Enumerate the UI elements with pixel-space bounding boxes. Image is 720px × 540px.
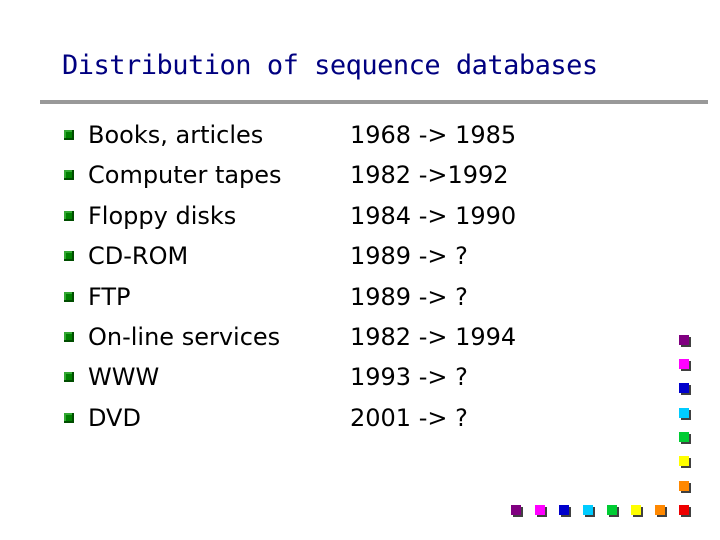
item-label: Computer tapes: [88, 161, 282, 189]
item-dates: 1989 -> ?: [350, 283, 468, 311]
list-item: [0, 400, 720, 440]
bullet-icon: [64, 292, 74, 302]
decor-square: [679, 432, 689, 442]
decor-square: [679, 505, 689, 515]
list-item: [0, 198, 720, 238]
bullet-icon: [64, 332, 74, 342]
decor-square: [655, 505, 665, 515]
item-dates: 1968 -> 1985: [350, 121, 517, 149]
decor-square: [679, 408, 689, 418]
decor-square: [679, 359, 689, 369]
list-item: [0, 319, 720, 359]
decor-square: [679, 383, 689, 393]
slide-title: Distribution of sequence databases: [62, 50, 598, 81]
decor-square: [679, 335, 689, 345]
title-divider: [40, 100, 708, 104]
item-dates: 1984 -> 1990: [350, 202, 517, 230]
decor-square: [679, 456, 689, 466]
list-item: [0, 279, 720, 319]
item-label: Books, articles: [88, 121, 264, 149]
list-item: [0, 359, 720, 399]
item-dates: 1993 -> ?: [350, 363, 468, 391]
decor-square: [607, 505, 617, 515]
bullet-icon: [64, 413, 74, 423]
decor-square: [631, 505, 641, 515]
item-label: WWW: [88, 363, 160, 391]
item-label: Floppy disks: [88, 202, 237, 230]
item-label: DVD: [88, 404, 141, 432]
list-item: [0, 157, 720, 197]
decor-square: [535, 505, 545, 515]
item-dates: 1989 -> ?: [350, 242, 468, 270]
item-dates: 1982 -> 1994: [350, 323, 517, 351]
list-item: [0, 117, 720, 157]
bullet-icon: [64, 251, 74, 261]
item-label: On-line services: [88, 323, 281, 351]
decor-square: [559, 505, 569, 515]
item-dates: 2001 -> ?: [350, 404, 468, 432]
item-label: CD-ROM: [88, 242, 189, 270]
bullet-icon: [64, 170, 74, 180]
item-label: FTP: [88, 283, 131, 311]
bullet-icon: [64, 211, 74, 221]
bullet-icon: [64, 130, 74, 140]
decor-square: [583, 505, 593, 515]
decor-square: [511, 505, 521, 515]
decor-square: [679, 481, 689, 491]
bullet-icon: [64, 372, 74, 382]
list-item: [0, 238, 720, 278]
item-dates: 1982 ->1992: [350, 161, 509, 189]
